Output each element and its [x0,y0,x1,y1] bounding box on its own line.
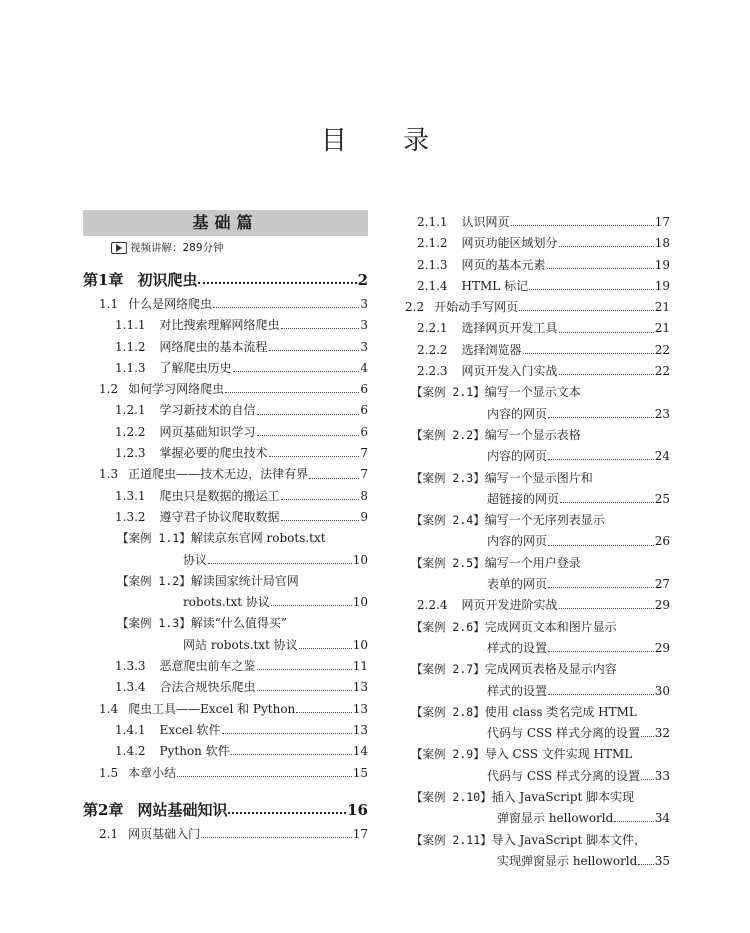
page-number: 18 [654,236,670,251]
toc-section[interactable] [405,297,670,318]
case-title-line2: 表单的网页 [487,577,548,592]
toc-case[interactable] [405,659,670,702]
section-number: 2.1 [99,826,119,841]
leader-dots [269,350,360,351]
case-tag: 【案例 2.2】 [411,427,485,442]
toc-case[interactable] [405,382,670,425]
leader-dots [281,499,360,500]
case-title-line2: 内容的网页 [487,449,548,464]
page-number: 26 [654,534,670,549]
toc-subsection[interactable] [405,318,670,339]
leader-dots [222,733,352,734]
toc-case[interactable] [405,702,670,745]
toc-subsection[interactable] [405,255,670,276]
toc-subsection[interactable] [405,212,670,233]
case-title-line2: 实现弹窗显示 helloworld [497,853,638,868]
case-title-line2: 超链接的网页 [487,491,560,506]
toc-chapter[interactable] [83,796,368,824]
page-number: 4 [360,360,368,375]
leader-dots [201,837,352,838]
leader-dots [559,374,654,375]
page-number: 15 [352,765,368,780]
page-number: 3 [360,318,368,333]
case-title-line2: 代码与 CSS 样式分离的设置 [487,726,641,741]
leader-dots [548,417,654,418]
case-tag: 【案例 2.6】 [411,619,485,634]
leader-dots [271,605,352,606]
case-tag: 【案例 2.1】 [411,385,485,400]
subsection-number: 2.1.4 [417,278,448,293]
chapter-number: 第2章 [83,800,124,819]
subsection-number: 2.2.2 [417,342,448,357]
case-tag: 【案例 1.2】 [117,573,191,588]
page-number: 21 [654,300,670,315]
case-tag: 【案例 2.8】 [411,704,485,719]
chapter-title: 网站基础知识 [137,800,228,819]
page-number: 10 [352,637,368,652]
toc-subsection[interactable] [83,358,368,379]
subsection-title: 网页开发进阶实战 [461,598,558,613]
subsection-number: 1.4.2 [115,744,146,759]
page-title: 目 录 [320,126,454,156]
section-title: 什么是网络爬虫 [128,297,213,311]
case-tag: 【案例 2.5】 [411,555,485,570]
leader-dots [641,736,654,737]
section-title: 网页基础入门 [128,826,201,841]
subsection-number: 1.3.1 [115,488,146,503]
toc-case[interactable] [405,468,670,511]
leader-dots [269,456,360,457]
leader-dots [519,310,654,311]
toc-subsection[interactable] [83,677,368,698]
page-number: 7 [360,446,368,461]
leader-dots [559,332,654,333]
subsection-title: 学习新技术的自信 [159,403,256,418]
subsection-number: 2.1.3 [417,257,448,272]
case-title-line1: 解读国家统计局官网 [190,573,299,588]
case-title-line1: 编写一个显示表格 [484,427,581,442]
case-tag: 【案例 2.10】 [411,790,492,805]
toc-subsection[interactable] [83,507,368,528]
toc-section[interactable] [83,824,368,845]
case-tag: 【案例 1.3】 [117,616,191,631]
case-title-line1: 编写一个无序列表显示 [484,513,605,528]
section-number: 1.5 [99,765,119,780]
page-number: 16 [347,800,368,819]
section-number: 2.2 [405,300,425,315]
page-number: 3 [360,297,368,311]
section-title: 爬虫工具——Excel 和 Python [128,701,296,716]
leader-dots [257,669,352,670]
subsection-title: 选择浏览器 [461,342,522,357]
subsection-title: 选择网页开发工具 [461,321,558,336]
subsection-title: 爬虫只是数据的搬运工 [159,488,280,503]
case-title-line2: 弹窗显示 helloworld [497,811,614,826]
subsection-title: 掌握必要的爬虫技术 [159,446,268,461]
case-title-line1: 完成网页文本和图片显示 [484,619,617,634]
toc-case[interactable] [405,744,670,787]
toc-case[interactable] [405,510,670,553]
page-number: 10 [352,595,368,610]
subsection-title: Python 软件 [159,744,230,759]
toc-case[interactable] [83,571,368,614]
case-title-line1: 使用 class 类名完成 HTML [484,704,637,719]
subsection-number: 1.3.3 [115,659,146,674]
leader-dots [228,812,346,814]
video-icon [111,242,127,254]
page-number: 6 [360,382,368,397]
subsection-number: 1.2.1 [115,403,146,418]
case-title-line1: 导入 CSS 文件实现 HTML [484,747,633,762]
section-number: 1.2 [99,382,119,397]
case-title-line1: 完成网页表格及显示内容 [484,662,617,677]
leader-dots [296,712,351,713]
toc-section[interactable] [83,464,368,485]
page-number: 22 [654,342,670,357]
case-tag: 【案例 2.11】 [411,832,492,847]
case-title-line2: 内容的网页 [487,534,548,549]
toc-case[interactable] [405,787,670,830]
toc-subsection[interactable] [405,361,670,382]
subsection-number: 1.2.3 [115,446,146,461]
leader-dots [213,307,359,308]
page-number: 29 [654,640,670,655]
page-number: 21 [654,321,670,336]
toc-section[interactable] [83,294,368,315]
case-title-line1: 编写一个用户登录 [484,555,581,570]
chapter-title: 初识爬虫 [137,271,198,289]
subsection-title: 合法合规快乐爬虫 [159,680,256,695]
subsection-title: 网页开发入门实战 [461,364,558,379]
leader-dots [614,821,653,822]
page-number: 2 [357,271,368,289]
subsection-number: 1.3.4 [115,680,146,695]
subsection-title: 了解爬虫历史 [159,360,232,375]
section-number: 1.1 [99,297,119,311]
section-number: 1.3 [99,467,119,482]
page-number: 33 [654,768,670,783]
page-number: 27 [654,577,670,592]
leader-dots [225,392,359,393]
subsection-title: 遵守君子协议爬取数据 [159,509,280,524]
toc-case[interactable] [83,613,368,656]
toc-subsection[interactable] [83,443,368,464]
toc-section[interactable] [83,763,368,784]
subsection-number: 2.1.1 [417,215,448,229]
subsection-title: 网页的基本元素 [461,257,546,272]
section-title: 本章小结 [128,765,177,780]
leader-dots [638,864,653,865]
toc-case[interactable] [83,528,368,571]
toc-section[interactable] [83,699,368,720]
case-title-line1: 解读京东官网 robots.txt [190,531,326,546]
toc-subsection[interactable] [83,400,368,421]
case-title-line2: 内容的网页 [487,406,548,421]
toc-subsection[interactable] [405,340,670,361]
leader-dots [309,478,359,479]
toc-left-column [83,210,368,845]
case-title-line1: 解读“什么值得买” [190,616,287,631]
case-title-line2: 网站 robots.txt 协议 [183,637,298,652]
subsection-number: 2.2.3 [417,364,448,379]
case-tag: 【案例 1.1】 [117,531,191,546]
page-number: 11 [352,659,368,674]
page-number: 23 [654,406,670,421]
leader-dots [257,414,360,415]
section-title: 开始动手写网页 [434,300,519,315]
toc-subsection[interactable] [83,486,368,507]
page-number: 13 [352,701,368,716]
leader-dots [177,776,352,777]
subsection-title: 网络爬虫的基本流程 [159,339,268,354]
leader-dots [548,651,654,652]
subsection-title: Excel 软件 [159,722,221,737]
case-tag: 【案例 2.7】 [411,662,485,677]
subsection-title: 恶意爬虫前车之鉴 [159,659,256,674]
video-note [111,240,368,256]
leader-dots [548,459,654,460]
leader-dots [641,779,654,780]
leader-dots [198,282,356,284]
toc-subsection[interactable] [405,233,670,254]
subsection-number: 1.4.1 [115,722,146,737]
toc-chapter[interactable] [83,266,368,294]
section-title: 正道爬虫——技术无边，法律有界 [128,467,309,482]
toc-subsection[interactable] [83,315,368,336]
leader-dots [208,563,352,564]
case-title-line1: 导入 JavaScript 脚本文件， [491,832,647,847]
toc-case[interactable] [405,617,670,660]
page-number: 10 [352,552,368,567]
toc-subsection[interactable] [83,741,368,762]
leader-dots [548,587,654,588]
page-number: 8 [360,488,368,503]
case-tag: 【案例 2.3】 [411,470,485,485]
leader-dots [257,435,360,436]
page-number: 24 [654,449,670,464]
leader-dots [559,608,654,609]
toc-case[interactable] [405,830,670,873]
page-number: 6 [360,403,368,418]
page-number: 3 [360,339,368,354]
subsection-number: 1.1.2 [115,339,146,354]
leader-dots [548,694,654,695]
leader-dots [523,353,654,354]
subsection-title: HTML 标记 [461,278,529,293]
case-title-line2: 协议 [183,552,208,567]
leader-dots [548,545,654,546]
page-number: 17 [352,826,368,841]
leader-dots [559,246,654,247]
page-number: 35 [654,853,670,868]
case-title-line1: 编写一个显示文本 [484,385,581,400]
page-number: 25 [654,491,670,506]
page-number: 7 [360,467,368,482]
subsection-number: 2.1.2 [417,236,448,251]
subsection-number: 2.2.1 [417,321,448,336]
case-title-line2: robots.txt 协议 [183,595,270,610]
leader-dots [299,648,352,649]
case-title-line1: 编写一个显示图片和 [484,470,593,485]
toc-case[interactable] [405,425,670,468]
case-title-line2: 样式的设置 [487,683,548,698]
section-number: 1.4 [99,701,119,716]
video-note-text: 视频讲解：289分钟 [130,242,224,254]
toc-subsection[interactable] [83,422,368,443]
page-number: 6 [360,424,368,439]
toc-subsection[interactable] [83,720,368,741]
page-number: 13 [352,722,368,737]
subsection-number: 1.3.2 [115,509,146,524]
leader-dots [233,371,360,372]
leader-dots [257,690,352,691]
subsection-number: 2.2.4 [417,598,448,613]
toc-case[interactable] [405,553,670,596]
leader-dots [560,502,654,503]
page-number: 22 [654,364,670,379]
leader-dots [281,520,360,521]
subsection-title: 对比搜索理解网络爬虫 [159,318,280,333]
page-number: 13 [352,680,368,695]
page-number: 34 [654,811,670,826]
toc-section[interactable] [83,379,368,400]
leader-dots [231,754,352,755]
page-number: 9 [360,509,368,524]
case-tag: 【案例 2.9】 [411,747,485,762]
subsection-number: 1.1.1 [115,318,146,333]
case-tag: 【案例 2.4】 [411,513,485,528]
toc-subsection[interactable] [83,656,368,677]
leader-dots [547,268,654,269]
subsection-title: 网页基础知识学习 [159,424,256,439]
leader-dots [529,289,654,290]
chapter-number: 第1章 [83,271,124,289]
page-number: 32 [654,726,670,741]
page-number: 29 [654,598,670,613]
toc-subsection[interactable] [405,595,670,616]
subsection-title: 网页功能区域划分 [461,236,558,251]
page-number: 19 [654,257,670,272]
page-number: 17 [654,215,670,229]
page-number: 14 [352,744,368,759]
subsection-title: 认识网页 [461,215,510,229]
case-title-line2: 样式的设置 [487,640,548,655]
case-title-line2: 代码与 CSS 样式分离的设置 [487,768,641,783]
toc-subsection[interactable] [83,337,368,358]
section-title: 如何学习网络爬虫 [128,382,225,397]
page-number: 30 [654,683,670,698]
page-number: 19 [654,278,670,293]
toc-right-column [405,212,670,872]
subsection-number: 1.2.2 [115,424,146,439]
leader-dots [511,225,654,226]
case-title-line1: 插入 JavaScript 脚本实现 [491,790,635,805]
toc-subsection[interactable] [405,276,670,297]
leader-dots [281,328,360,329]
part-banner: 基础篇 [83,210,368,236]
subsection-number: 1.1.3 [115,360,146,375]
